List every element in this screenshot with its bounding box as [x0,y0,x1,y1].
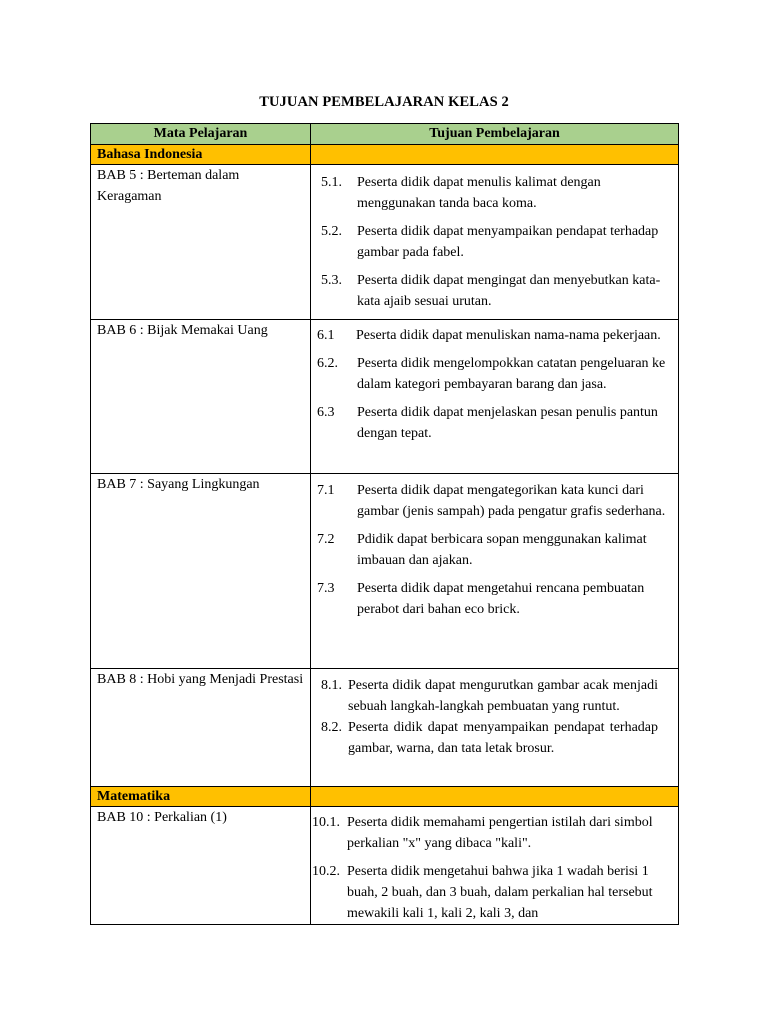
goal-item [312,812,664,854]
goal-text: Peserta didik memahami pengertian istilah dari simbol perkalian "x" yang dibaca "kali". [347,815,653,851]
goal-item [321,221,672,263]
goal-number: 7.1 [317,483,335,498]
table-header-row [91,124,679,145]
goal-text: Peserta didik dapat menyampaikan pendapat terhadap gambar, warna, dan tata letak brosur. [348,720,658,756]
goal-text: Peserta didik mengetahui bahwa jika 1 wadah berisi 1 buah, 2 buah, dan 3 buah, dalam perkalian hal tersebut mewakili kali 1, kali 2, kali 3, dan [347,864,653,921]
section-label: Bahasa Indonesia [91,145,311,165]
chapter-cell: BAB 8 : Hobi yang Menjadi Prestasi [91,669,311,787]
table-row [91,807,679,925]
goal-text: Pdidik dapat berbicara sopan menggunakan kalimat imbauan dan ajakan. [357,532,647,568]
goals-cell [311,807,679,925]
goal-text: Peserta didik dapat mengategorikan kata kunci dari gambar (jenis sampah) pada pengatur grafis sederhana. [357,483,666,519]
goal-number: 5.2. [321,224,342,239]
learning-objectives-table [90,123,679,925]
table-row [91,669,679,787]
goal-text: Peserta didik dapat mengetahui rencana pembuatan perabot dari bahan eco brick. [357,581,645,617]
goals-cell [311,474,679,669]
goals-cell [311,669,679,787]
section-empty-cell [311,787,679,807]
goal-number: 5.3. [321,273,342,288]
goal-text: Peserta didik dapat mengurutkan gambar acak menjadi sebuah langkah-langkah pembuatan yang runtut. [348,678,658,714]
goal-item [317,480,672,522]
table-row [91,320,679,474]
goal-item [321,172,672,214]
goal-item [317,578,672,620]
goal-item [321,270,672,312]
goal-text: Peserta didik dapat menyampaikan pendapat terhadap gambar pada fabel. [357,224,659,260]
goal-text: Peserta didik dapat menjelaskan pesan penulis pantun dengan tepat. [357,405,658,441]
goal-item [321,675,658,717]
goal-text: Peserta didik dapat menulis kalimat dengan menggunakan tanda baca koma. [357,175,601,211]
goal-text: Peserta didik dapat menuliskan nama-nama pekerjaan. [356,328,661,343]
section-row-matematika [91,787,679,807]
goal-number: 10.1. [312,815,340,830]
goals-cell [311,320,679,474]
section-empty-cell [311,145,679,165]
section-label: Matematika [91,787,311,807]
chapter-cell: BAB 6 : Bijak Memakai Uang [91,320,311,474]
goal-number: 7.2 [317,532,335,547]
goal-item [317,325,672,346]
goals-cell [311,165,679,320]
goal-item [317,353,672,395]
goal-item [317,529,672,571]
table-row [91,165,679,320]
goal-number: 5.1. [321,175,342,190]
goal-number: 8.1. [321,678,342,693]
table-row [91,474,679,669]
goal-number: 10.2. [312,864,340,879]
goal-item [312,861,664,924]
goal-number: 6.2. [317,356,338,371]
page-title: TUJUAN PEMBELAJARAN KELAS 2 [259,94,509,110]
goal-number: 8.2. [321,720,342,735]
goal-number: 6.3 [317,405,335,420]
section-row-bahasa-indonesia [91,145,679,165]
chapter-cell: BAB 7 : Sayang Lingkungan [91,474,311,669]
chapter-cell: BAB 5 : Berteman dalam Keragaman [91,165,311,320]
chapter-cell: BAB 10 : Perkalian (1) [91,807,311,925]
goal-number: 6.1 [317,328,335,343]
header-objectives: Tujuan Pembelajaran [311,124,679,145]
goal-text: Peserta didik mengelompokkan catatan pengeluaran ke dalam kategori pembayaran barang dan jasa. [357,356,666,392]
goal-item [317,402,672,444]
goal-number: 7.3 [317,581,335,596]
header-subject: Mata Pelajaran [91,124,311,145]
goal-text: Peserta didik dapat mengingat dan menyebutkan kata-kata ajaib sesuai urutan. [357,273,661,309]
goal-item [321,717,658,759]
